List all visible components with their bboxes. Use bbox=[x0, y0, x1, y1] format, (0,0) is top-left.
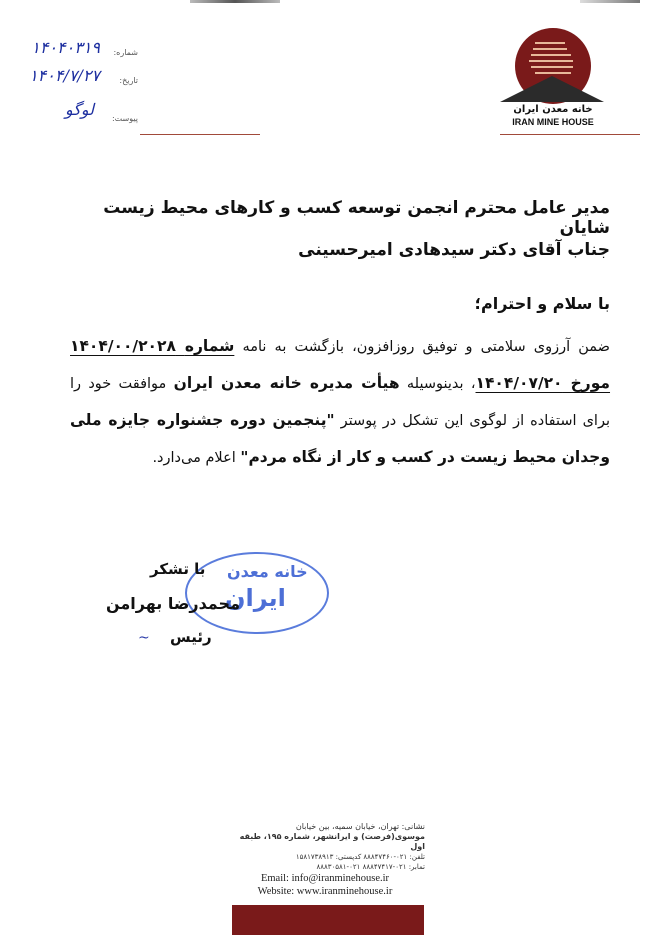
addressee-title: مدیر عامل محترم انجمن توسعه کسب و کارهای محیط زیست شایان bbox=[103, 198, 610, 238]
addressee-name: جناب آقای دکتر سیدهادی امیرحسینی bbox=[298, 240, 610, 260]
footer-email: Email: info@iranminehouse.ir bbox=[260, 873, 390, 884]
body-text: ، بدینوسیله bbox=[399, 376, 476, 392]
footer-address: نشانی: تهران، خیابان سمیه، بین خیابان bbox=[295, 822, 425, 831]
logo-mountain-icon bbox=[500, 76, 604, 102]
footer-fax: تمابر: ۰۲۱-۸۸۸۴۷۴۱۷ ۰۲۱-۸۸۸۳۰۵۸۱ bbox=[316, 863, 425, 871]
footer-address: موسوی(فرصت) و ایرانشهر، شماره ۱۹۵، طبقه اول bbox=[239, 832, 425, 851]
scan-edge-mark bbox=[580, 0, 640, 3]
body-text: ضمن آرزوی سلامتی و توفیق روزافزون، بازگشت به نامه bbox=[234, 339, 610, 355]
meta-attachment-label: پیوست: bbox=[111, 114, 138, 123]
letter-body bbox=[70, 328, 610, 476]
stamp-text: ایران bbox=[225, 584, 286, 612]
footer-website: Website: www.iranminehouse.ir bbox=[257, 886, 393, 897]
organization-name: هیأت مدیره خانه معدن ایران bbox=[173, 374, 400, 392]
meta-attachment bbox=[0, 100, 160, 130]
header-divider bbox=[500, 134, 640, 135]
iran-mine-house-logo bbox=[500, 28, 620, 132]
signatory-title: رئیس bbox=[170, 628, 212, 646]
closing-thanks: با تشکر bbox=[150, 560, 206, 578]
meta-date bbox=[0, 66, 160, 92]
event-name: "پنجمین دوره جشنواره جایزه ملی وجدان محیط زیست در کسب و کار از نگاه مردم" bbox=[70, 411, 610, 466]
official-stamp bbox=[185, 552, 329, 634]
letterhead-footer bbox=[225, 822, 425, 898]
stamp-text: خانه معدن bbox=[227, 562, 308, 581]
handwritten-signature: ~ bbox=[138, 630, 150, 646]
reference-label: شماره bbox=[184, 337, 235, 355]
meta-date-label: تاریخ: bbox=[119, 76, 138, 85]
reference-number: ۱۴۰۴/۰۰/۲۰۲۸ مورخ ۱۴۰۴/۰۷/۲۰ bbox=[70, 337, 611, 392]
scan-edge-mark bbox=[190, 0, 280, 3]
meta-attachment-value: لوگو bbox=[64, 100, 94, 119]
logo-text-en: IRAN MINE HOUSE bbox=[512, 117, 594, 127]
greeting: با سلام و احترام؛ bbox=[474, 294, 610, 313]
logo-text-fa: خانه معدن ایران bbox=[513, 104, 593, 115]
header-divider bbox=[140, 134, 260, 135]
body-text: موافقت خود را برای استفاده از لوگوی این تشکل در پوستر bbox=[70, 376, 610, 429]
signatory-name: محمدرضا بهرامن bbox=[106, 594, 240, 613]
footer-phone: تلفن: ۰۲۱-۸۸۸۴۷۴۶۰ کدپستی: ۱۵۸۱۷۳۸۹۱۳ bbox=[295, 853, 425, 861]
meta-number bbox=[0, 38, 160, 64]
meta-date-value: ۱۴۰۴/۷/۲۷ bbox=[29, 66, 100, 85]
footer-color-bar bbox=[232, 905, 424, 935]
meta-number-value: ۱۴۰۴۰۳۱۹ bbox=[31, 38, 100, 57]
meta-number-label: شماره: bbox=[113, 48, 138, 57]
body-text: اعلام می‌دارد. bbox=[152, 450, 241, 466]
